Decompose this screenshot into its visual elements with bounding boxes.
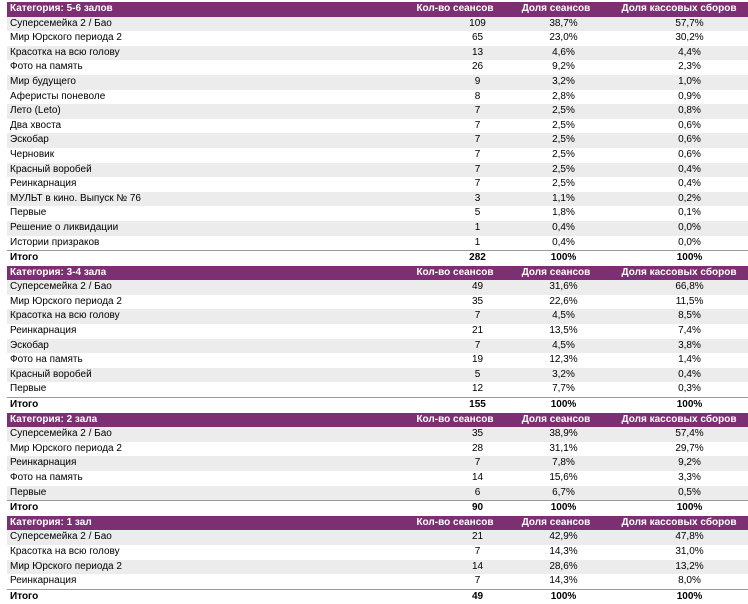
- session-share: 6,7%: [502, 486, 610, 501]
- session-share: 3,2%: [502, 75, 610, 90]
- film-title: Реинкарнация: [10, 325, 77, 337]
- boxoffice-share: 0,5%: [610, 486, 748, 501]
- sessions-count: 7: [408, 163, 502, 178]
- column-header-sessions: Кол-во сеансов: [408, 266, 502, 281]
- table-row: [7, 339, 748, 354]
- category-header: [7, 516, 748, 531]
- boxoffice-share: 57,7%: [610, 17, 748, 32]
- sessions-count: 7: [408, 133, 502, 148]
- sessions-count: 7: [474, 148, 481, 160]
- sessions-count: 7: [408, 339, 502, 354]
- film-title: Мир Юрского периода 2: [10, 32, 122, 44]
- session-share: 38,7%: [502, 17, 610, 32]
- table-row: [7, 104, 748, 119]
- column-header-session-share: Доля сеансов: [502, 413, 610, 428]
- total-label: Итого: [7, 589, 408, 604]
- film-title: Эскобар: [7, 339, 408, 354]
- film-title: Суперсемейка 2 / Бао: [7, 17, 408, 32]
- category-title: Категория: 5-6 залов: [7, 2, 408, 17]
- sessions-table: [7, 2, 748, 604]
- table-row: [7, 192, 748, 207]
- boxoffice-share: 47,8%: [610, 530, 748, 545]
- total-row: [7, 589, 748, 604]
- sessions-count: 9: [408, 75, 502, 90]
- column-header-sessions: Кол-во сеансов: [408, 413, 502, 428]
- sessions-count: 21: [471, 325, 484, 337]
- session-share: 4,5%: [502, 309, 610, 324]
- session-share: 31,6%: [502, 280, 610, 295]
- boxoffice-share: 0,4%: [610, 368, 748, 383]
- boxoffice-share: 0,4%: [610, 163, 748, 178]
- total-row: [7, 398, 748, 413]
- table-row: [7, 177, 748, 192]
- sessions-count: 7: [408, 104, 502, 119]
- total-session-share: 100%: [502, 589, 610, 604]
- boxoffice-share: 8,0%: [678, 575, 701, 587]
- boxoffice-share: 4,4%: [610, 46, 748, 61]
- session-share: 38,9%: [502, 427, 610, 442]
- boxoffice-share: 8,5%: [610, 309, 748, 324]
- session-share: 9,2%: [552, 61, 575, 73]
- film-title: Истории призраков: [10, 236, 100, 248]
- session-share: 31,1%: [549, 442, 578, 454]
- table-row: [7, 427, 748, 442]
- session-share: 42,9%: [502, 530, 610, 545]
- boxoffice-share: 0,8%: [610, 104, 748, 119]
- boxoffice-share: 0,3%: [678, 383, 701, 395]
- session-share: 1,8%: [552, 207, 575, 219]
- boxoffice-share: 3,3%: [678, 472, 701, 483]
- category-header: [7, 2, 748, 17]
- sessions-count: 1: [474, 236, 481, 248]
- total-session-share: 100%: [502, 501, 610, 516]
- boxoffice-share: 0,6%: [678, 119, 701, 131]
- category-title: Категория: 1 зал: [7, 516, 408, 531]
- sessions-count: 109: [408, 17, 502, 32]
- sessions-count: 19: [471, 354, 484, 366]
- total-label: Итого: [7, 501, 408, 516]
- session-share: 4,5%: [502, 339, 610, 354]
- film-title: Красотка на всю голову: [10, 545, 120, 557]
- boxoffice-share: 0,6%: [678, 148, 701, 160]
- sessions-count: 35: [471, 295, 484, 307]
- table-row: [7, 221, 748, 236]
- session-share: 2,5%: [502, 104, 610, 119]
- film-title: Красный воробей: [7, 368, 408, 383]
- sessions-count: 5: [408, 368, 502, 383]
- film-title: Фото на память: [10, 61, 83, 73]
- film-title: Суперсемейка 2 / Бао: [7, 427, 408, 442]
- film-title: Мир Юрского периода 2: [10, 295, 122, 307]
- total-sessions: 90: [408, 501, 502, 516]
- total-session-share: 100%: [502, 251, 610, 266]
- total-boxoffice-share: 100%: [610, 251, 748, 266]
- film-title: МУЛЬТ в кино. Выпуск № 76: [7, 192, 408, 207]
- total-boxoffice-share: 100%: [610, 589, 748, 604]
- category-title: Категория: 2 зала: [7, 413, 408, 428]
- film-title: Реинкарнация: [10, 178, 77, 190]
- boxoffice-share: 30,2%: [675, 32, 704, 44]
- film-title: Мир Юрского периода 2: [10, 442, 122, 454]
- film-title: Суперсемейка 2 / Бао: [7, 280, 408, 295]
- total-boxoffice-share: 100%: [610, 398, 748, 413]
- film-title: Реинкарнация: [10, 575, 77, 587]
- table-row: [7, 545, 748, 560]
- boxoffice-share: 0,0%: [610, 221, 748, 236]
- film-title: Реинкарнация: [7, 456, 408, 471]
- boxoffice-share: 2,3%: [678, 61, 701, 73]
- column-header-session-share: Доля сеансов: [502, 516, 610, 531]
- film-title: Первые: [10, 207, 47, 219]
- session-share: 7,8%: [502, 456, 610, 471]
- boxoffice-share: 0,0%: [678, 236, 701, 248]
- boxoffice-share: 29,7%: [675, 442, 704, 454]
- boxoffice-share: 31,0%: [675, 545, 704, 557]
- sessions-count: 7: [474, 119, 481, 131]
- film-title: Красный воробей: [7, 163, 408, 178]
- column-header-boxoffice-share: Доля кассовых сборов: [610, 516, 748, 531]
- boxoffice-share: 0,6%: [610, 133, 748, 148]
- table-row: [7, 119, 748, 134]
- film-title: Фото на память: [10, 472, 83, 483]
- session-share: 1,1%: [502, 192, 610, 207]
- session-share: 2,5%: [502, 163, 610, 178]
- table-row: [7, 206, 748, 221]
- table-row: [7, 353, 748, 368]
- boxoffice-share: 0,1%: [678, 207, 701, 219]
- film-title: Два хвоста: [10, 119, 62, 131]
- total-label: Итого: [7, 251, 408, 266]
- boxoffice-share: 1,0%: [610, 75, 748, 90]
- boxoffice-share: 3,8%: [610, 339, 748, 354]
- sessions-count: 8: [474, 90, 481, 102]
- total-label: Итого: [7, 398, 408, 413]
- table-body: [7, 2, 748, 604]
- film-title: Красотка на всю голову: [7, 46, 408, 61]
- sessions-count: 6: [408, 486, 502, 501]
- film-title: Эскобар: [7, 133, 408, 148]
- film-title: Первые: [10, 383, 47, 395]
- sessions-count: 1: [408, 221, 502, 236]
- table-row: [7, 471, 748, 486]
- sessions-count: 26: [471, 61, 484, 73]
- sessions-count: 35: [408, 427, 502, 442]
- session-share: 22,6%: [549, 295, 578, 307]
- table-row: [7, 75, 748, 90]
- boxoffice-share: 1,4%: [678, 354, 701, 366]
- session-share: 2,8%: [552, 90, 575, 102]
- table-row: [7, 236, 748, 251]
- session-share: 14,3%: [549, 575, 578, 587]
- total-row: [7, 501, 748, 516]
- sessions-count: 14: [471, 472, 484, 483]
- sessions-count: 13: [408, 46, 502, 61]
- boxoffice-share: 7,4%: [678, 325, 701, 337]
- sessions-count: 7: [474, 178, 481, 190]
- category-header: [7, 266, 748, 281]
- film-title: Первые: [7, 486, 408, 501]
- table-row: [7, 148, 748, 163]
- session-share: 4,6%: [502, 46, 610, 61]
- table-row: [7, 456, 748, 471]
- session-share: 28,6%: [502, 560, 610, 575]
- boxoffice-share: 0,4%: [678, 178, 701, 190]
- table-row: [7, 90, 748, 105]
- table-row: [7, 17, 748, 32]
- sessions-count: 7: [408, 456, 502, 471]
- table-row: [7, 60, 748, 75]
- boxoffice-share: 66,8%: [610, 280, 748, 295]
- film-title: Решение о ликвидации: [7, 221, 408, 236]
- sessions-count: 7: [408, 309, 502, 324]
- session-share: 3,2%: [502, 368, 610, 383]
- table-row: [7, 324, 748, 339]
- boxoffice-share: 57,4%: [610, 427, 748, 442]
- sessions-count: 28: [471, 442, 484, 454]
- table-row: [7, 486, 748, 501]
- film-title: Мир Юрского периода 2: [7, 560, 408, 575]
- session-share: 2,5%: [552, 178, 575, 190]
- boxoffice-share: 13,2%: [610, 560, 748, 575]
- film-title: Лето (Leto): [7, 104, 408, 119]
- table-row: [7, 574, 748, 589]
- table-row: [7, 31, 748, 46]
- column-header-sessions: Кол-во сеансов: [408, 516, 502, 531]
- column-header-session-share: Доля сеансов: [502, 266, 610, 281]
- category-header: [7, 413, 748, 428]
- sessions-count: 65: [471, 32, 484, 44]
- session-share: 2,5%: [502, 133, 610, 148]
- table-row: [7, 530, 748, 545]
- table-row: [7, 368, 748, 383]
- table-row: [7, 560, 748, 575]
- session-share: 23,0%: [549, 32, 578, 44]
- total-boxoffice-share: 100%: [610, 501, 748, 516]
- column-header-session-share: Доля сеансов: [502, 2, 610, 17]
- sessions-count: 49: [408, 280, 502, 295]
- boxoffice-share: 0,9%: [678, 90, 701, 102]
- table-row: [7, 382, 748, 397]
- table-row: [7, 133, 748, 148]
- sessions-count: 7: [474, 545, 481, 557]
- boxoffice-share: 11,5%: [675, 295, 704, 307]
- sessions-count: 3: [408, 192, 502, 207]
- total-session-share: 100%: [502, 398, 610, 413]
- boxoffice-share: 9,2%: [610, 456, 748, 471]
- column-header-boxoffice-share: Доля кассовых сборов: [610, 266, 748, 281]
- film-title: Мир будущего: [7, 75, 408, 90]
- table-row: [7, 280, 748, 295]
- sessions-count: 5: [474, 207, 481, 219]
- film-title: Суперсемейка 2 / Бао: [7, 530, 408, 545]
- session-share: 13,5%: [549, 325, 578, 337]
- session-share: 0,4%: [552, 236, 575, 248]
- total-sessions: 49: [408, 589, 502, 604]
- table-row: [7, 163, 748, 178]
- total-row: [7, 251, 748, 266]
- total-sessions: 282: [408, 251, 502, 266]
- column-header-boxoffice-share: Доля кассовых сборов: [610, 2, 748, 17]
- session-share: 15,6%: [549, 472, 578, 483]
- column-header-sessions: Кол-во сеансов: [408, 2, 502, 17]
- film-title: Фото на память: [10, 354, 83, 366]
- session-share: 7,7%: [552, 383, 575, 395]
- session-share: 0,4%: [502, 221, 610, 236]
- session-share: 14,3%: [549, 545, 578, 557]
- table-row: [7, 295, 748, 310]
- session-share: 12,3%: [549, 354, 578, 366]
- film-title: Аферисты поневоле: [10, 90, 106, 102]
- session-share: 2,5%: [552, 119, 575, 131]
- sessions-count: 12: [471, 383, 484, 395]
- table-row: [7, 309, 748, 324]
- table-row: [7, 442, 748, 457]
- column-header-boxoffice-share: Доля кассовых сборов: [610, 413, 748, 428]
- sessions-count: 14: [408, 560, 502, 575]
- sessions-count: 7: [474, 575, 481, 587]
- total-sessions: 155: [408, 398, 502, 413]
- table-row: [7, 46, 748, 61]
- session-share: 2,5%: [552, 148, 575, 160]
- film-title: Красотка на всю голову: [7, 309, 408, 324]
- sessions-count: 21: [408, 530, 502, 545]
- film-title: Черновик: [10, 148, 55, 160]
- category-title: Категория: 3-4 зала: [7, 266, 408, 281]
- boxoffice-share: 0,2%: [610, 192, 748, 207]
